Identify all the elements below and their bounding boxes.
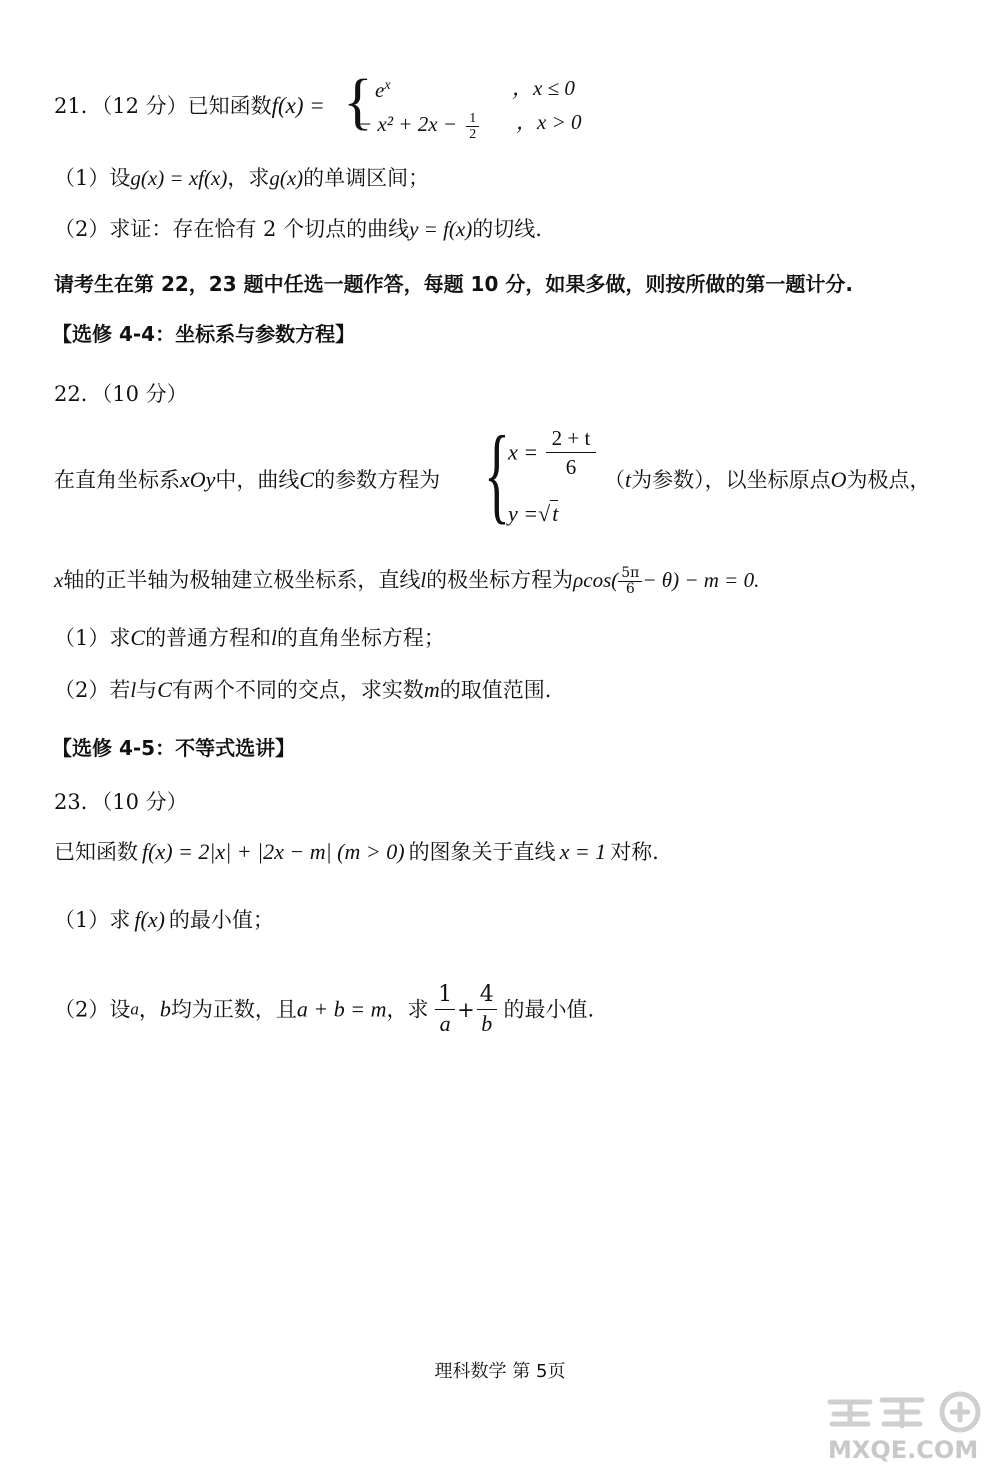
q21-case2-frac bbox=[466, 111, 479, 142]
q22-line2 bbox=[54, 566, 759, 597]
q21-number: 21．（12 分）已知函数 bbox=[54, 94, 272, 118]
q21-case2 bbox=[358, 110, 479, 142]
q23-frac1-num: 1 bbox=[435, 981, 455, 1010]
q22-p2-text3: 有两个不同的交点，求实数 bbox=[171, 678, 424, 702]
watermark-logo bbox=[820, 1390, 995, 1465]
q21-part2-text: （2）求证：存在恰有 2 个切点的曲线 bbox=[54, 217, 410, 241]
q23-p2-text: （2）设 bbox=[54, 997, 131, 1022]
q21-left-brace: { bbox=[343, 68, 373, 136]
q22-text-b: 中，曲线 bbox=[215, 468, 300, 492]
q22-p1-text: （1）求 bbox=[54, 626, 131, 650]
q21-case1 bbox=[375, 72, 391, 104]
q22-polar-frac bbox=[618, 566, 642, 597]
q22-p1-text2: 的普通方程和 bbox=[145, 626, 272, 650]
page-footer: 理科数学 第 5页 bbox=[434, 1361, 566, 1382]
q23-p2-text5: 的最小值. bbox=[503, 997, 595, 1022]
q22-polar-b: − θ) − m = 0. bbox=[642, 568, 760, 592]
q21-case2-cond: ，x > 0 bbox=[516, 110, 582, 134]
q22-y-lhs: y = bbox=[508, 501, 539, 526]
q23-p2-text3: 均为正数，且 bbox=[170, 997, 297, 1022]
q22-curve-c: C bbox=[299, 467, 315, 492]
q23-expr: f(x) = 2|x| + |2x − m| (m > 0) bbox=[142, 839, 405, 864]
elective44-title: 【选修 4-4：坐标系与参数方程】 bbox=[52, 322, 356, 346]
q22-number: 22．（10 分） bbox=[54, 382, 188, 406]
q22-text-a: 在直角坐标系 bbox=[54, 468, 180, 492]
q22-p2-text: （2）若 bbox=[54, 678, 131, 702]
q23-p2-b: b bbox=[159, 996, 171, 1022]
q22-t: t bbox=[625, 467, 632, 492]
q22-text-f: 为极点， bbox=[846, 468, 931, 492]
q21-part2-text2: 的切线. bbox=[472, 217, 542, 241]
q21-part2-expr: y = f(x) bbox=[409, 217, 473, 241]
q23-part1 bbox=[54, 906, 274, 934]
q22-p1-c: C bbox=[130, 625, 146, 650]
q21-part1-expr2: g(x) bbox=[269, 166, 304, 190]
choice-instruction: 请考生在第 22，23 题中任选一题作答，每题 10 分，如果多做，则按所做的第一题计分. bbox=[54, 272, 853, 296]
q21-case1-cond: ，x ≤ 0 bbox=[512, 76, 575, 100]
q23-text-a: 已知函数 bbox=[54, 840, 138, 864]
q22-part1 bbox=[54, 624, 445, 652]
q22-line2-text: 轴的正半轴为极轴建立极坐标系，直线 bbox=[63, 568, 421, 592]
q22-line1-tail bbox=[604, 466, 931, 494]
q22-p2-text4: 的取值范围. bbox=[439, 678, 552, 702]
q22-x-frac-den: 6 bbox=[565, 455, 577, 479]
q23-p2-expr: a + b = m bbox=[296, 996, 387, 1022]
q21-case1-expr: e bbox=[375, 78, 385, 102]
q22-p1-l: l bbox=[271, 626, 277, 650]
q22-line2-text2: 的极坐标方程为 bbox=[426, 568, 574, 592]
q22-x-frac bbox=[546, 424, 597, 481]
q22-polar-frac-num: 5π bbox=[618, 566, 642, 582]
q22-p1-text3: 的直角坐标方程； bbox=[276, 626, 445, 650]
q22-x-frac-num: 2 + t bbox=[546, 424, 597, 453]
q22-sqrt-sign: √ bbox=[538, 501, 551, 526]
q22-x-axis-var: x bbox=[54, 568, 64, 592]
q21-case2-frac-num: 1 bbox=[466, 111, 479, 127]
watermark-text: MXQE.COM bbox=[828, 1436, 979, 1464]
q22-text-c: 的参数方程为 bbox=[314, 468, 441, 492]
q22-xoy: xOy bbox=[180, 467, 216, 492]
q22-p2-c: C bbox=[157, 677, 172, 702]
elective45-title: 【选修 4-5：不等式选讲】 bbox=[52, 736, 296, 760]
q23-expr2: x = 1 bbox=[559, 839, 607, 864]
q21-function: f(x) = bbox=[271, 93, 325, 118]
q23-plus: + bbox=[457, 997, 475, 1022]
q22-line1 bbox=[54, 466, 440, 494]
q23-p2-text4: ，求 bbox=[386, 997, 429, 1022]
q23-frac2-num: 4 bbox=[477, 981, 497, 1010]
q22-p2-m: m bbox=[423, 677, 440, 702]
q21-part1-text: （1）设 bbox=[54, 166, 131, 190]
q23-p1-expr: f(x) bbox=[134, 907, 165, 932]
q22-origin-o: O bbox=[830, 467, 847, 492]
q23-p2-a: a bbox=[130, 999, 139, 1019]
q23-part2 bbox=[54, 978, 594, 1038]
q21-part2 bbox=[54, 215, 542, 243]
q23-frac1-den: a bbox=[439, 1011, 451, 1036]
q21-part1 bbox=[54, 164, 429, 192]
q23-frac2-den: b bbox=[481, 1011, 493, 1036]
q23-p1-text: （1）求 bbox=[54, 908, 131, 932]
q23-number: 23．（10 分） bbox=[54, 790, 188, 814]
q22-text-d: （ bbox=[604, 468, 625, 492]
q21-case2-expr: − x² + 2x − bbox=[358, 112, 457, 136]
q22-polar-a: ρcos( bbox=[573, 568, 619, 592]
q22-line-l: l bbox=[420, 568, 427, 592]
q22-x-lhs: x = bbox=[508, 439, 539, 465]
q23-frac1 bbox=[435, 981, 455, 1038]
q22-param-y bbox=[508, 500, 558, 528]
q21-part1-text2: ，求 bbox=[227, 166, 270, 190]
q22-text-e: 为参数），以坐标原点 bbox=[631, 468, 831, 492]
q22-param-x bbox=[508, 424, 596, 481]
q21-stem bbox=[54, 92, 325, 120]
q22-polar-frac-den: 6 bbox=[625, 581, 635, 597]
q21-case1-sup: x bbox=[384, 78, 391, 93]
q22-param-brace: { bbox=[484, 415, 510, 534]
q21-part1-text3: 的单调区间； bbox=[303, 166, 430, 190]
q23-frac2 bbox=[477, 981, 497, 1038]
q21-case2-frac-den: 2 bbox=[469, 126, 477, 142]
q23-text-c: 对称. bbox=[610, 840, 659, 864]
q22-part2 bbox=[54, 676, 551, 704]
q22-p2-text2: 与 bbox=[136, 678, 158, 702]
q23-line1 bbox=[54, 838, 659, 866]
q22-y-radicand: t bbox=[552, 501, 559, 526]
q23-p1-text2: 的最小值； bbox=[168, 908, 274, 932]
q22-p2-l: l bbox=[130, 678, 137, 702]
q23-text-b: 的图象关于直线 bbox=[408, 840, 556, 864]
q21-part1-expr: g(x) = xf(x) bbox=[130, 166, 228, 190]
q23-p2-text2: ， bbox=[138, 997, 160, 1022]
